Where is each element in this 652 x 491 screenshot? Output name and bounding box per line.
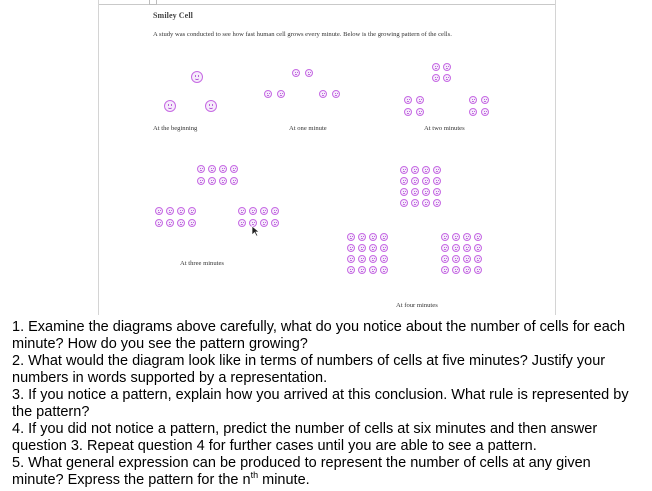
caption-two-minutes: At two minutes [424,125,465,132]
smiley-cell-icon [463,244,471,252]
question-5-superscript: th [250,470,259,481]
smiley-cell-icon [400,188,408,196]
smiley-cell-icon [347,233,355,241]
questions-list [12,319,644,489]
smiley-cell-icon [347,255,355,263]
smiley-cell-icon [433,199,441,207]
smiley-cell-icon [416,96,424,104]
question-4: 4. If you did not notice a pattern, predict the number of cells at six minutes and then answer question 3. Repeat question 4 for further cases until you are able to see a pattern. [12,421,598,454]
smiley-cell-icon [369,255,377,263]
smiley-cell-icon [452,244,460,252]
smiley-cell-icon [260,207,268,215]
smiley-cell-icon [358,233,366,241]
smiley-cell-icon [463,233,471,241]
smiley-cell-icon [188,207,196,215]
smiley-cell-icon [400,199,408,207]
smiley-cell-icon [411,177,419,185]
smiley-cell-icon [277,90,285,98]
page-margin-marker [149,0,157,5]
smiley-cell-icon [416,108,424,116]
smiley-cell-icon [369,233,377,241]
smiley-cell-icon [422,199,430,207]
smiley-cell-icon [452,233,460,241]
smiley-cell-icon [188,219,196,227]
smiley-cell-icon [452,255,460,263]
caption-three-minutes: At three minutes [180,260,224,267]
figure-title: Smiley Cell [153,11,193,20]
smiley-cell-icon [166,219,174,227]
smiley-cell-icon [411,199,419,207]
smiley-cell-icon [411,166,419,174]
smiley-cell-icon [400,177,408,185]
document-page [98,0,556,315]
question-3: 3. If you notice a pattern, explain how you arrived at this conclusion. What rule is represented by the pattern? [12,387,629,420]
smiley-cell-icon [474,255,482,263]
smiley-cell-icon [319,90,327,98]
smiley-cell-icon [443,63,451,71]
smiley-cell-icon [230,165,238,173]
smiley-cell-icon [432,63,440,71]
smiley-cell-icon [463,255,471,263]
smiley-cell-icon [441,233,449,241]
smiley-cell-icon [155,219,163,227]
smiley-cell-icon [432,74,440,82]
smiley-cell-icon [380,255,388,263]
smiley-cell-icon [433,166,441,174]
caption-one-minute: At one minute [289,125,327,132]
smiley-cell-icon [469,108,477,116]
smiley-cell-icon [205,100,217,112]
question-5 [12,455,644,489]
smiley-cell-icon [219,165,227,173]
smiley-cell-icon [481,96,489,104]
smiley-cell-icon [271,207,279,215]
caption-beginning: At the beginning [153,125,198,132]
smiley-cell-icon [411,188,419,196]
smiley-cell-icon [230,177,238,185]
smiley-cell-icon [191,71,203,83]
smiley-cell-icon [358,244,366,252]
smiley-cell-icon [400,166,408,174]
smiley-cell-icon [422,166,430,174]
smiley-cell-icon [422,177,430,185]
smiley-cell-icon [369,244,377,252]
question-2: 2. What would the diagram look like in terms of numbers of cells at five minutes? Justify your numbers in words supported by a representation. [12,353,606,386]
smiley-cell-icon [264,90,272,98]
smiley-cell-icon [404,96,412,104]
smiley-cell-icon [305,69,313,77]
smiley-cell-icon [164,100,176,112]
smiley-cell-icon [249,207,257,215]
smiley-cell-icon [238,219,246,227]
question-5-text: 5. What general expression can be produced to represent the number of cells at any given minute? Express the pattern for the n [12,455,591,488]
smiley-cell-icon [177,219,185,227]
smiley-cell-icon [260,219,268,227]
caption-four-minutes: At four minutes [396,302,438,309]
smiley-cell-icon [332,90,340,98]
smiley-cell-icon [443,74,451,82]
smiley-cell-icon [474,266,482,274]
smiley-cell-icon [474,244,482,252]
question-5-end: minute. [258,472,310,488]
smiley-cell-icon [469,96,477,104]
smiley-cell-icon [197,177,205,185]
smiley-cell-icon [177,207,185,215]
smiley-cell-icon [208,177,216,185]
mouse-cursor-icon [251,225,261,237]
smiley-cell-icon [422,188,430,196]
smiley-cell-icon [271,219,279,227]
smiley-cell-icon [481,108,489,116]
page-top-border [99,4,555,5]
figure-intro: A study was conducted to see how fast human cell grows every minute. Below is the growing pattern of the cells. [153,31,452,38]
smiley-cell-icon [452,266,460,274]
smiley-cell-icon [433,188,441,196]
smiley-cell-icon [292,69,300,77]
smiley-cell-icon [347,244,355,252]
smiley-cell-icon [219,177,227,185]
smiley-cell-icon [441,266,449,274]
smiley-cell-icon [463,266,471,274]
smiley-cell-icon [369,266,377,274]
smiley-cell-icon [380,266,388,274]
smiley-cell-icon [441,244,449,252]
smiley-cell-icon [347,266,355,274]
smiley-cell-icon [404,108,412,116]
smiley-cell-icon [358,266,366,274]
smiley-cell-icon [197,165,205,173]
smiley-cell-icon [474,233,482,241]
smiley-cell-icon [166,207,174,215]
question-1: 1. Examine the diagrams above carefully, what do you notice about the number of cells for each minute? How do you see the pattern growing? [12,319,626,352]
smiley-cell-icon [155,207,163,215]
smiley-cell-icon [238,207,246,215]
smiley-cell-icon [380,244,388,252]
smiley-cell-icon [441,255,449,263]
smiley-cell-icon [358,255,366,263]
smiley-cell-icon [380,233,388,241]
smiley-cell-icon [208,165,216,173]
smiley-cell-icon [433,177,441,185]
